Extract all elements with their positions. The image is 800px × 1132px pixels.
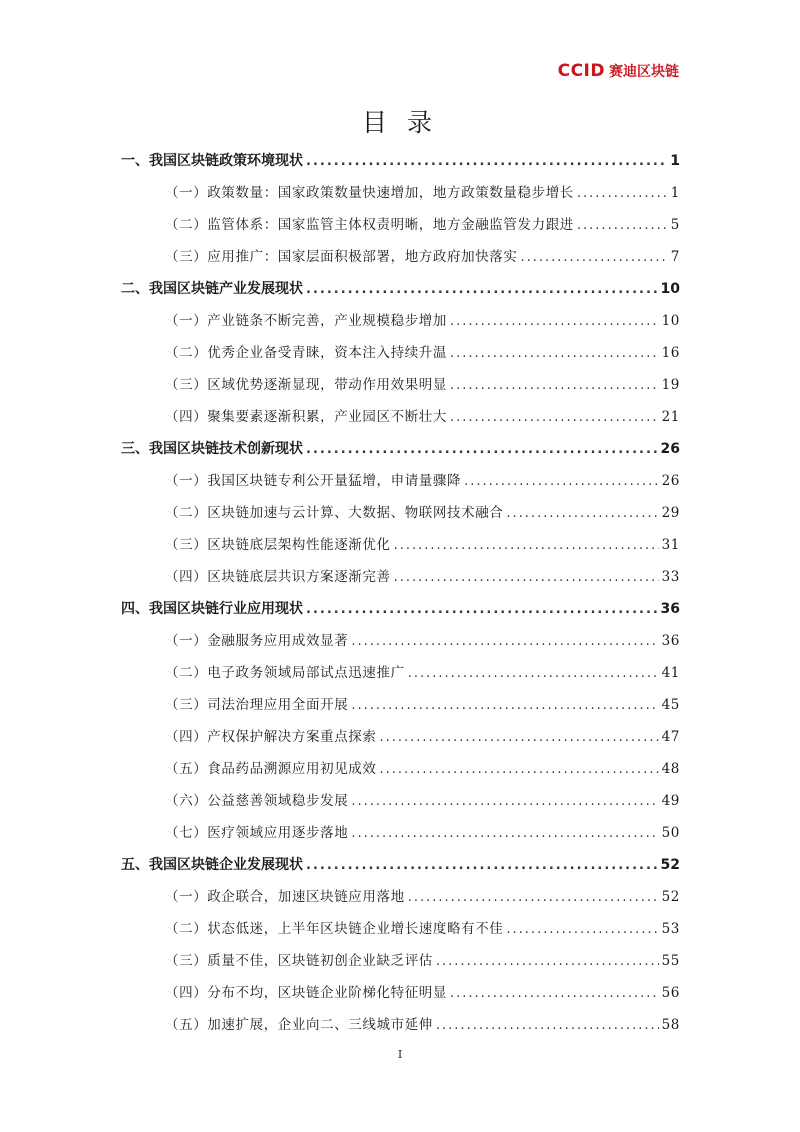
toc-leader-dots <box>306 146 667 177</box>
toc-section-link[interactable] <box>121 497 680 529</box>
toc-entry-page: 53 <box>661 921 680 937</box>
toc-section-link[interactable] <box>121 913 680 945</box>
toc-entry-page: 41 <box>661 665 680 681</box>
toc-leader-dots <box>306 850 658 881</box>
toc-section-link[interactable] <box>121 689 680 721</box>
brand-logo <box>558 61 679 81</box>
toc-entry-label: （二）电子政务领域局部试点迅速推广 <box>165 665 405 681</box>
toc-entry-page: 52 <box>660 857 680 873</box>
toc-entry-label: （三）质量不佳，区块链初创企业缺乏评估 <box>165 953 433 969</box>
toc-entry-label: （二）区块链加速与云计算、大数据、物联网技术融合 <box>165 505 504 521</box>
toc-entry-label: 三、我国区块链技术创新现状 <box>121 441 303 457</box>
toc-entry-page: 5 <box>670 217 680 233</box>
toc-entry-label: （二）状态低迷，上半年区块链企业增长速度略有不佳 <box>165 921 504 937</box>
toc-section-link[interactable] <box>121 529 680 561</box>
toc-entry-page: 1 <box>670 153 680 169</box>
toc-section-link[interactable] <box>121 721 680 753</box>
page-number: I <box>397 1048 403 1061</box>
table-of-contents <box>121 145 680 1041</box>
toc-entry-page: 50 <box>661 825 680 841</box>
toc-entry-label: 五、我国区块链企业发展现状 <box>121 857 303 873</box>
toc-chapter-link[interactable] <box>121 593 680 625</box>
toc-entry-label: （二）监管体系：国家监管主体权责明晰，地方金融监管发力跟进 <box>165 217 574 233</box>
toc-leader-dots <box>306 274 658 305</box>
toc-entry-page: 52 <box>661 889 680 905</box>
toc-section-link[interactable] <box>121 785 680 817</box>
toc-entry-label: （二）优秀企业备受青睐，资本注入持续升温 <box>165 345 447 361</box>
toc-leader-dots <box>408 658 659 689</box>
toc-entry-page: 19 <box>661 377 680 393</box>
toc-leader-dots <box>450 338 659 369</box>
toc-chapter-link[interactable] <box>121 273 680 305</box>
toc-entry-page: 33 <box>661 569 680 585</box>
toc-entry-page: 58 <box>661 1017 680 1033</box>
toc-leader-dots <box>351 626 658 657</box>
toc-entry-page: 26 <box>660 441 680 457</box>
toc-entry-label: 一、我国区块链政策环境现状 <box>121 153 303 169</box>
toc-entry-label: （三）区块链底层架构性能逐渐优化 <box>165 537 391 553</box>
toc-leader-dots <box>464 466 659 497</box>
toc-section-link[interactable] <box>121 817 680 849</box>
toc-leader-dots <box>394 530 659 561</box>
toc-section-link[interactable] <box>121 945 680 977</box>
toc-entry-label: （五）食品药品溯源应用初见成效 <box>165 761 377 777</box>
toc-section-link[interactable] <box>121 561 680 593</box>
toc-section-link[interactable] <box>121 209 680 241</box>
toc-entry-label: （三）司法治理应用全面开展 <box>165 697 349 713</box>
toc-chapter-link[interactable] <box>121 145 680 177</box>
toc-entry-page: 16 <box>661 345 680 361</box>
toc-chapter-link[interactable] <box>121 849 680 881</box>
toc-leader-dots <box>521 242 668 273</box>
toc-leader-dots <box>351 786 658 817</box>
toc-leader-dots <box>577 178 668 209</box>
toc-entry-label: （四）区块链底层共识方案逐渐完善 <box>165 569 391 585</box>
toc-entry-label: 四、我国区块链行业应用现状 <box>121 601 303 617</box>
toc-section-link[interactable] <box>121 753 680 785</box>
toc-entry-label: （一）政策数量：国家政策数量快速增加，地方政策数量稳步增长 <box>165 185 574 201</box>
toc-entry-page: 55 <box>661 953 680 969</box>
toc-entry-label: （五）加速扩展，企业向二、三线城市延伸 <box>165 1017 433 1033</box>
brand-mark: CCID <box>557 61 605 81</box>
toc-leader-dots <box>450 306 659 337</box>
toc-entry-page: 29 <box>661 505 680 521</box>
toc-section-link[interactable] <box>121 465 680 497</box>
toc-entry-page: 48 <box>661 761 680 777</box>
toc-leader-dots <box>436 946 659 977</box>
toc-leader-dots <box>394 562 659 593</box>
toc-entry-label: （四）聚集要素逐渐积累，产业园区不断壮大 <box>165 409 447 425</box>
toc-entry-page: 36 <box>661 633 680 649</box>
toc-section-link[interactable] <box>121 977 680 1009</box>
toc-entry-label: （一）政企联合，加速区块链应用落地 <box>165 889 405 905</box>
toc-section-link[interactable] <box>121 401 680 433</box>
toc-entry-page: 26 <box>661 473 680 489</box>
toc-entry-label: （一）金融服务应用成效显著 <box>165 633 349 649</box>
toc-entry-label: （四）分布不均，区块链企业阶梯化特征明显 <box>165 985 447 1001</box>
toc-leader-dots <box>450 978 659 1009</box>
toc-leader-dots <box>306 434 658 465</box>
toc-section-link[interactable] <box>121 625 680 657</box>
toc-entry-label: （一）我国区块链专利公开量猛增，申请量骤降 <box>165 473 462 489</box>
toc-entry-page: 49 <box>661 793 680 809</box>
page-title: 目 录 <box>362 108 438 137</box>
toc-leader-dots <box>380 754 659 785</box>
toc-leader-dots <box>408 882 659 913</box>
toc-leader-dots <box>577 210 668 241</box>
toc-entry-page: 36 <box>660 601 680 617</box>
toc-leader-dots <box>506 498 658 529</box>
toc-entry-label: （三）区域优势逐渐显现，带动作用效果明显 <box>165 377 447 393</box>
toc-entry-page: 7 <box>670 249 680 265</box>
toc-entry-page: 31 <box>661 537 680 553</box>
toc-section-link[interactable] <box>121 337 680 369</box>
toc-entry-page: 21 <box>661 409 680 425</box>
toc-entry-label: （七）医疗领域应用逐步落地 <box>165 825 349 841</box>
toc-entry-page: 47 <box>661 729 680 745</box>
toc-section-link[interactable] <box>121 1009 680 1041</box>
toc-entry-label: （四）产权保护解决方案重点探索 <box>165 729 377 745</box>
toc-leader-dots <box>380 722 659 753</box>
toc-section-link[interactable] <box>121 241 680 273</box>
toc-leader-dots <box>436 1010 659 1041</box>
toc-entry-label: （一）产业链条不断完善，产业规模稳步增加 <box>165 313 447 329</box>
toc-entry-page: 10 <box>660 281 680 297</box>
toc-leader-dots <box>351 818 658 849</box>
toc-entry-page: 1 <box>670 185 680 201</box>
toc-entry-label: （六）公益慈善领域稳步发展 <box>165 793 349 809</box>
toc-section-link[interactable] <box>121 177 680 209</box>
toc-leader-dots <box>450 402 659 433</box>
toc-section-link[interactable] <box>121 657 680 689</box>
toc-entry-label: （三）应用推广：国家层面积极部署，地方政府加快落实 <box>165 249 518 265</box>
toc-chapter-link[interactable] <box>121 433 680 465</box>
toc-entry-page: 10 <box>661 313 680 329</box>
toc-leader-dots <box>506 914 658 945</box>
toc-leader-dots <box>351 690 658 721</box>
toc-entry-label: 二、我国区块链产业发展现状 <box>121 281 303 297</box>
toc-section-link[interactable] <box>121 369 680 401</box>
toc-section-link[interactable] <box>121 881 680 913</box>
toc-leader-dots <box>306 594 658 625</box>
brand-name: 赛迪区块链 <box>609 64 679 80</box>
toc-entry-page: 56 <box>661 985 680 1001</box>
toc-leader-dots <box>450 370 659 401</box>
toc-section-link[interactable] <box>121 305 680 337</box>
toc-entry-page: 45 <box>661 697 680 713</box>
